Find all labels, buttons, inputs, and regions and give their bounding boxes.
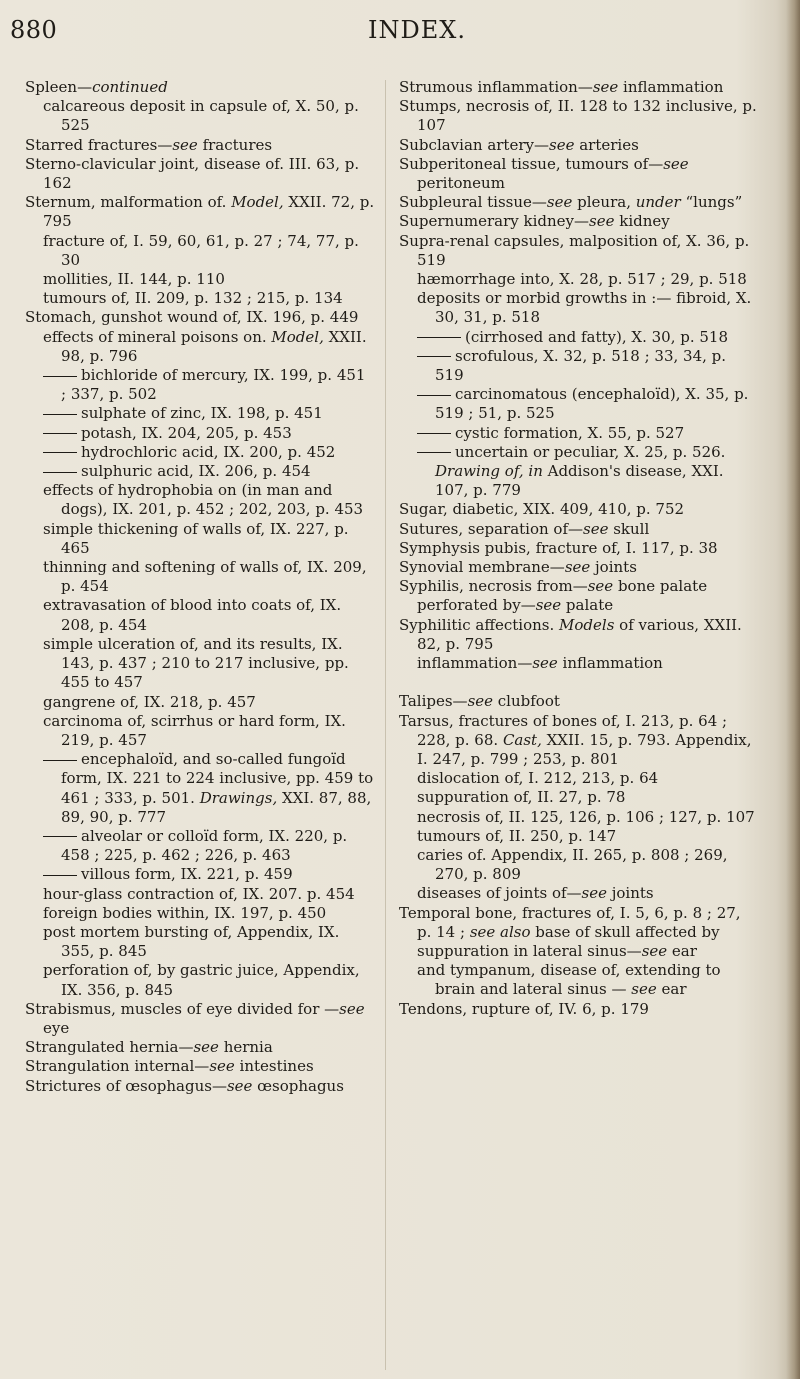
entry-text: XXI. 87, 88, 89, 90, p. 777 <box>61 788 372 826</box>
index-entry <box>399 616 759 654</box>
entry-text: see <box>532 654 558 673</box>
entry-text: effects of mineral poisons on. <box>43 327 272 346</box>
index-entry <box>399 1000 759 1019</box>
entry-text: alveolar or colloïd form, IX. 220, p. 458 ; 225, p. 462 ; 226, p. 463 <box>61 826 348 865</box>
entry-text: palate <box>561 596 614 615</box>
index-entry <box>399 558 759 577</box>
index-subentry <box>25 424 375 443</box>
index-entry <box>399 193 759 212</box>
entry-text: encephaloïd, and so-called fungoïd form, IX. 221 to 224 inclusive, pp. 459 to 461 ; 333, p. 501. <box>61 750 374 807</box>
index-entry <box>25 308 375 327</box>
entry-text: necrosis of, II. 125, 126, p. 106 ; 127, p. 107 <box>417 807 755 826</box>
index-column-right <box>399 78 759 1019</box>
entry-text: Supernumerary kidney— <box>399 212 590 231</box>
entry-text: carcinomatous (encephaloïd), X. 35, p. 519 ; 51, p. 525 <box>435 385 749 423</box>
entry-text: post mortem bursting of, Appendix, IX. 355, p. 845 <box>43 922 340 961</box>
index-entry <box>25 78 375 97</box>
entry-text: cystic formation, X. 55, p. 527 <box>455 423 685 442</box>
page-header <box>0 16 790 52</box>
index-entry <box>399 539 759 558</box>
index-subentry <box>25 232 375 270</box>
index-entry <box>399 692 759 711</box>
entry-text: bichloride of mercury, IX. 199, p. 451 ; 337, p. 502 <box>61 366 366 404</box>
index-subentry <box>25 443 375 462</box>
index-entry <box>25 136 375 155</box>
entry-text: Subperitoneal tissue, tumours of— <box>399 154 664 173</box>
entry-text: Model, <box>231 193 284 212</box>
entry-text: joints <box>590 558 637 577</box>
entry-text: Cast, <box>502 730 542 749</box>
entry-text: see <box>535 596 562 615</box>
entry-text: eye <box>43 1018 70 1037</box>
entry-text: Stumps, necrosis of, II. 128 to 132 inclusive, p. 107 <box>399 97 757 135</box>
entry-text: simple thickening of walls of, IX. 227, p. 465 <box>43 519 349 557</box>
ditto-dash <box>43 433 77 434</box>
running-head: INDEX. <box>368 16 466 44</box>
index-subentry <box>399 443 759 501</box>
entry-text: inflammation <box>557 654 663 673</box>
index-subentry <box>399 769 759 788</box>
index-entry <box>399 155 759 193</box>
index-subentry <box>399 270 759 289</box>
index-subentry <box>399 884 759 903</box>
entry-text: Model, <box>271 327 324 346</box>
index-subentry <box>399 385 759 423</box>
entry-text: pleura, <box>572 193 636 212</box>
index-subentry <box>25 366 375 404</box>
entry-text: effects of hydrophobia on (in man and dogs), IX. 201, p. 452 ; 202, 203, p. 453 <box>43 481 364 519</box>
index-entry <box>399 577 759 615</box>
entry-text: villous form, IX. 221, p. 459 <box>81 865 293 884</box>
entry-text: Stomach, gunshot wound of, IX. 196, p. 449 <box>25 308 359 327</box>
index-subentry <box>25 635 375 693</box>
entry-text: see <box>631 980 657 999</box>
index-subentry <box>399 424 759 443</box>
entry-text: inflammation— <box>417 654 533 673</box>
index-entry <box>399 232 759 270</box>
entry-text: kidney <box>614 212 670 231</box>
ditto-dash <box>43 836 77 837</box>
entry-text: see <box>663 154 689 173</box>
index-subentry <box>399 347 759 385</box>
index-subentry <box>25 885 375 904</box>
index-subentry <box>25 289 375 308</box>
ditto-dash <box>417 337 461 338</box>
entry-text: clubfoot <box>493 692 560 711</box>
ditto-dash <box>43 472 77 473</box>
index-subentry <box>25 693 375 712</box>
index-subentry <box>25 328 375 366</box>
entry-text: Tendons, rupture of, IV. 6, p. 179 <box>399 999 649 1018</box>
ditto-dash <box>417 452 451 453</box>
entry-text: foreign bodies within, IX. 197, p. 450 <box>43 903 327 922</box>
entry-text: Spleen— <box>25 78 93 96</box>
entry-text: continued <box>92 78 168 96</box>
index-entry <box>399 500 759 519</box>
entry-text: hour-glass contraction of, IX. 207. p. 454 <box>43 884 355 903</box>
entry-text: dislocation of, I. 212, 213, p. 64 <box>417 769 659 788</box>
entry-text: Strictures of œsophagus— <box>25 1076 227 1095</box>
entry-text: and tympanum, disease of, extending to brain and lateral sinus — <box>417 961 721 999</box>
entry-text: Strabismus, muscles of eye divided for — <box>25 999 340 1018</box>
index-subentry <box>25 97 375 135</box>
entry-text: Supra-renal capsules, malposition of, X. 36, p. 519 <box>399 231 750 269</box>
index-subentry <box>399 289 759 327</box>
index-subentry <box>25 904 375 923</box>
entry-text: see <box>549 135 575 154</box>
index-subentry <box>25 827 375 865</box>
entry-text: scrofulous, X. 32, p. 518 ; 33, 34, p. 519 <box>435 346 727 385</box>
entry-text: see <box>587 577 614 596</box>
entry-text: Syphilitic affections. <box>399 615 560 634</box>
entry-text: see <box>564 558 591 577</box>
entry-text: deposits or morbid growths in :— fibroid, X. 30, 31, p. 518 <box>417 289 752 327</box>
entry-text: joints <box>606 884 654 903</box>
entry-text: carcinoma of, scirrhus or hard form, IX. 219, p. 457 <box>43 711 346 749</box>
ditto-dash <box>43 760 77 761</box>
index-entry <box>399 78 759 97</box>
entry-text: see <box>583 519 609 538</box>
entry-text: ear <box>667 941 697 960</box>
index-column-left <box>25 78 375 1096</box>
entry-text: Addison's disease, XXI. 107, p. 779 <box>435 462 724 500</box>
entry-text: Syphilis, necrosis from— <box>399 577 588 596</box>
entry-text: intestines <box>234 1057 314 1076</box>
entry-text: Subclavian artery— <box>399 135 549 154</box>
page-edge-shadow <box>786 0 800 1379</box>
entry-text: Models <box>559 615 615 634</box>
entry-text: gangrene of, IX. 218, p. 457 <box>43 692 256 711</box>
index-subentry <box>25 558 375 596</box>
index-subentry <box>25 520 375 558</box>
entry-text: see also <box>469 922 531 941</box>
entry-text: see <box>592 78 619 96</box>
index-subentry <box>399 654 759 673</box>
entry-text: perforation of, by gastric juice, Appendix, IX. 356, p. 845 <box>43 961 360 999</box>
index-entry <box>399 136 759 155</box>
entry-text: thinning and softening of walls of, IX. 209, p. 454 <box>43 558 367 596</box>
index-subentry <box>25 712 375 750</box>
entry-text: XXII. 15, p. 793. Appendix, I. 247, p. 799 ; 253, p. 801 <box>417 730 752 768</box>
index-subentry <box>25 481 375 519</box>
index-entry <box>25 1000 375 1038</box>
entry-text: see <box>581 884 607 903</box>
entry-text: “lungs” <box>680 193 743 212</box>
entry-text: tumours of, II. 209, p. 132 ; 215, p. 134 <box>43 289 343 308</box>
entry-text: Sugar, diabetic, XIX. 409, 410, p. 752 <box>399 500 685 519</box>
entry-text: hæmorrhage into, X. 28, p. 517 ; 29, p. 518 <box>417 270 747 289</box>
index-entry <box>25 1077 375 1096</box>
entry-text: calcareous deposit in capsule of, X. 50, p. 525 <box>43 97 359 135</box>
entry-text: Synovial membrane— <box>399 558 565 577</box>
index-subentry <box>25 462 375 481</box>
entry-text: see <box>226 1076 253 1095</box>
entry-text: see <box>172 135 198 154</box>
entry-text: Subpleural tissue— <box>399 193 547 212</box>
entry-text: see <box>467 692 494 711</box>
index-subentry <box>399 328 759 347</box>
entry-text: XXII. 98, p. 796 <box>61 327 367 365</box>
index-entry <box>399 904 759 962</box>
index-subentry <box>25 270 375 289</box>
entry-text: Talipes— <box>399 692 468 711</box>
entry-text: Sternum, malformation of. <box>25 193 232 212</box>
entry-text: see <box>546 193 573 212</box>
index-subentry <box>25 404 375 423</box>
entry-gap <box>399 673 759 692</box>
ditto-dash <box>43 452 77 453</box>
index-subentry <box>25 923 375 961</box>
entry-text: œsophagus <box>252 1076 344 1095</box>
entry-text: potash, IX. 204, 205, p. 453 <box>81 423 292 442</box>
entry-text: skull <box>608 519 650 538</box>
index-subentry <box>25 961 375 999</box>
entry-text: diseases of joints of— <box>417 884 582 903</box>
entry-text: Symphysis pubis, fracture of, I. 117, p. 38 <box>399 538 718 557</box>
entry-text: Sutures, separation of— <box>399 519 584 538</box>
column-divider <box>385 80 386 1370</box>
entry-text: see <box>193 1038 219 1057</box>
entry-text: caries of. Appendix, II. 265, p. 808 ; 269, 270, p. 809 <box>417 845 728 884</box>
ditto-dash <box>417 395 451 396</box>
entry-text: Strangulation internal— <box>25 1057 210 1076</box>
entry-text: XXII. 72, p. 795 <box>43 193 375 231</box>
ditto-dash <box>43 376 77 377</box>
index-entry <box>25 1057 375 1076</box>
index-entry <box>25 1038 375 1057</box>
entry-text: Strumous inflammation— <box>399 78 593 96</box>
entry-text: see <box>641 941 668 960</box>
entry-text: Sterno-clavicular joint, disease of. III. 63, p. 162 <box>25 154 360 193</box>
entry-text: Drawing of, in <box>435 462 543 481</box>
entry-text: suppuration of, II. 27, p. 78 <box>417 788 626 807</box>
entry-text: ear <box>656 980 687 999</box>
entry-text: fractures <box>197 135 273 154</box>
entry-text: sulphate of zinc, IX. 198, p. 451 <box>81 404 323 423</box>
index-subentry <box>399 846 759 884</box>
entry-text: arteries <box>574 135 639 154</box>
entry-text: fracture of, I. 59, 60, 61, p. 27 ; 74, 77, p. 30 <box>43 231 359 269</box>
entry-text: Tarsus, fractures of bones of, I. 213, p. 64 ; 228, p. 68. <box>399 711 728 749</box>
entry-text: sulphuric acid, IX. 206, p. 454 <box>81 462 311 481</box>
entry-text: Temporal bone, fractures of, I. 5, 6, p. 8 ; 27, p. 14 ; <box>399 903 741 941</box>
entry-text: uncertain or peculiar, X. 25, p. 526. <box>455 442 726 461</box>
entry-text: hydrochloric acid, IX. 200, p. 452 <box>81 442 336 461</box>
index-entry <box>399 212 759 231</box>
entry-text: Starred fractures— <box>25 135 173 154</box>
index-entry <box>399 712 759 770</box>
index-entry <box>25 155 375 193</box>
ditto-dash <box>417 433 451 434</box>
index-subentry <box>399 827 759 846</box>
entry-text: tumours of, II. 250, p. 147 <box>417 826 617 845</box>
ditto-dash <box>417 356 451 357</box>
entry-text: see <box>589 212 615 231</box>
entry-text: under <box>635 193 681 212</box>
index-entry <box>399 520 759 539</box>
index-subentry <box>25 865 375 884</box>
entry-text: peritoneum <box>417 174 505 193</box>
page-number: 880 <box>10 16 58 44</box>
entry-text: see <box>209 1057 235 1076</box>
index-subentry <box>399 788 759 807</box>
ditto-dash <box>43 875 77 876</box>
entry-text: mollities, II. 144, p. 110 <box>43 270 225 289</box>
entry-text: bone palate perforated by— <box>417 577 708 615</box>
entry-text: inflammation <box>618 78 724 96</box>
entry-text: (cirrhosed and fatty), X. 30, p. 518 <box>465 327 729 346</box>
entry-text: see <box>339 999 365 1018</box>
ditto-dash <box>43 414 77 415</box>
entry-text: simple ulceration of, and its results, IX. 143, p. 437 ; 210 to 217 inclusive, pp. 455 to 457 <box>43 634 349 692</box>
index-entry <box>399 97 759 135</box>
index-entry <box>25 193 375 231</box>
entry-text: Drawings, <box>199 788 278 807</box>
index-subentry <box>399 961 759 999</box>
index-subentry <box>25 596 375 634</box>
entry-text: of various, XXII. 82, p. 795 <box>417 615 742 653</box>
entry-text: extravasation of blood into coats of, IX. 208, p. 454 <box>43 596 342 634</box>
index-subentry <box>25 750 375 827</box>
index-subentry <box>399 808 759 827</box>
entry-text: Strangulated hernia— <box>25 1038 194 1057</box>
entry-text: base of skull affected by suppuration in lateral sinus— <box>417 922 720 960</box>
entry-text: hernia <box>218 1038 273 1057</box>
